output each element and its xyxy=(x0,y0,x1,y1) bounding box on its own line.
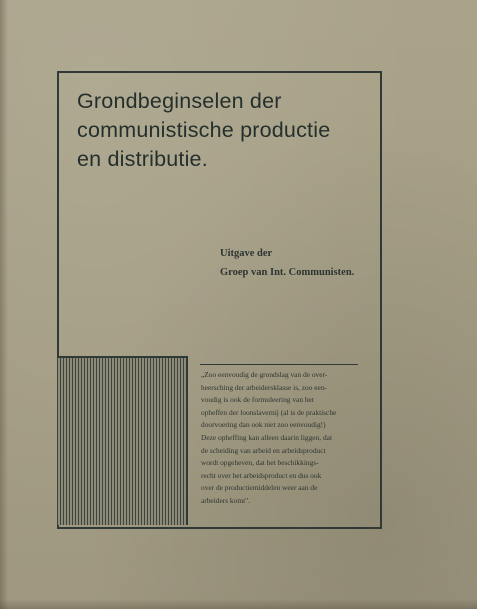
title-line-1: Grondbeginselen der xyxy=(77,89,282,113)
title-line-2: communistische productie xyxy=(77,118,331,142)
quote-line: doorvoering dan ook niet zoo eenvoudig!) xyxy=(201,420,326,430)
publisher-block xyxy=(220,244,354,282)
publisher-line-1: Uitgave der xyxy=(220,248,273,259)
quote-line: heersching der arbeidersklasse is, zoo een- xyxy=(201,382,327,392)
quote-line: arbeiders komt". xyxy=(201,495,250,505)
hatched-panel xyxy=(57,356,188,525)
cover-title xyxy=(77,87,377,174)
quote-line: voudig is ook de formuleering van het xyxy=(201,395,314,405)
quote-block xyxy=(201,369,361,508)
quote-line: recht over het arbeidsproduct en dus ook xyxy=(201,470,322,480)
quote-top-rule xyxy=(200,364,358,365)
cover-left-edge-shadow xyxy=(0,0,8,609)
cover-bottom-edge-shadow xyxy=(0,599,477,609)
quote-line: „Zoo eenvoudig de grondslag van de over- xyxy=(201,370,328,379)
quote-line: opheffen der loonslavernij (al is de praktische xyxy=(201,407,337,417)
title-line-3: en distributie. xyxy=(77,147,208,171)
quote-line: over de productiemiddelen weer aan de xyxy=(201,483,318,493)
quote-line: Deze opheffing kan alleen daarin liggen, dat xyxy=(201,432,332,442)
publisher-line-2: Groep van Int. Communisten. xyxy=(220,267,355,278)
quote-line: de scheiding van arbeid en arbeidsproduct xyxy=(201,445,326,455)
quote-line: wordt opgeheven, dat het beschikkings- xyxy=(201,458,319,468)
